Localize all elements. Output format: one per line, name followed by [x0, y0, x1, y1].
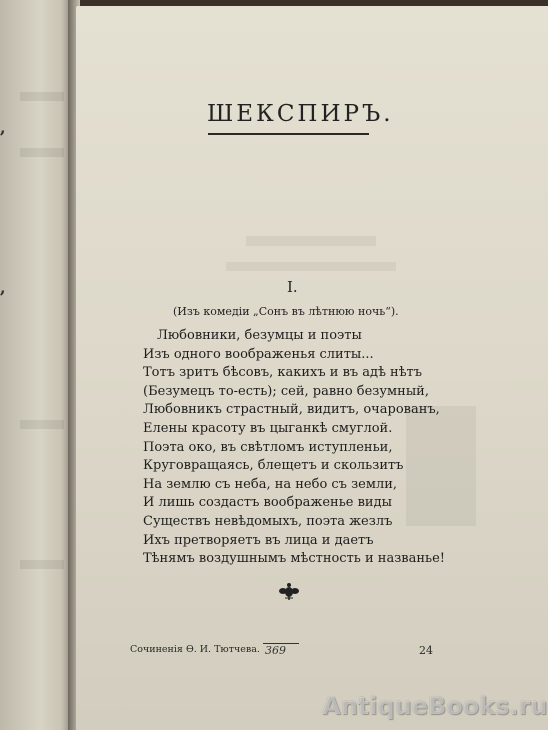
page-title: ШЕКСПИРЪ.	[207, 101, 394, 127]
poem-line: Тотъ зритъ бѣсовъ, какихъ и въ адѣ нѣтъ	[143, 365, 423, 381]
title-underline	[208, 133, 369, 135]
left-page-fragment: ,	[0, 278, 6, 297]
signature-mark: 24	[419, 644, 433, 657]
left-page-ghost-text	[20, 92, 64, 101]
poem-line: На землю съ неба, на небо съ земли,	[143, 476, 398, 492]
footer-book-title: Сочиненія Ѳ. И. Тютчева.	[130, 644, 260, 655]
poem-line: Существъ невѣдомыхъ, поэта жезлъ	[143, 513, 393, 529]
poem-line: Ихъ претворяетъ въ лица и даетъ	[143, 532, 374, 548]
bleed-through-text	[246, 236, 376, 246]
poem-line: Любовники, безумцы и поэты	[157, 328, 362, 343]
poem-line: Круговращаясь, блещетъ и скользитъ	[143, 458, 404, 474]
page-number: 369	[265, 644, 286, 657]
watermark: AntiqueBooks.ru	[322, 692, 548, 720]
left-page-ghost-text	[20, 148, 64, 157]
section-number: I.	[287, 278, 298, 296]
poem-line: Поэта око, въ свѣтломъ иступленьи,	[143, 439, 393, 455]
left-page-ghost-text	[20, 560, 64, 569]
left-page-fragment: ,	[0, 118, 6, 137]
left-page	[0, 0, 72, 730]
poem-line: Тѣнямъ воздушнымъ мѣстность и названье!	[143, 551, 446, 567]
left-page-ghost-text	[20, 420, 64, 429]
bleed-through-text	[226, 262, 396, 271]
section-subtitle: (Изъ комедіи „Сонъ въ лѣтнюю ночь“).	[173, 305, 399, 318]
poem-line: И лишь создастъ воображенье виды	[143, 495, 392, 511]
poem-line: Изъ одного воображенья слиты...	[143, 346, 374, 362]
poem-line: Елены красоту въ цыганкѣ смуглой.	[143, 420, 393, 436]
fleuron-ornament-icon	[278, 582, 300, 600]
poem-line: Любовникъ страстный, видитъ, очарованъ,	[143, 402, 440, 418]
poem-text	[143, 327, 445, 569]
poem-line: (Безумецъ то-есть); сей, равно безумный,	[143, 383, 429, 399]
